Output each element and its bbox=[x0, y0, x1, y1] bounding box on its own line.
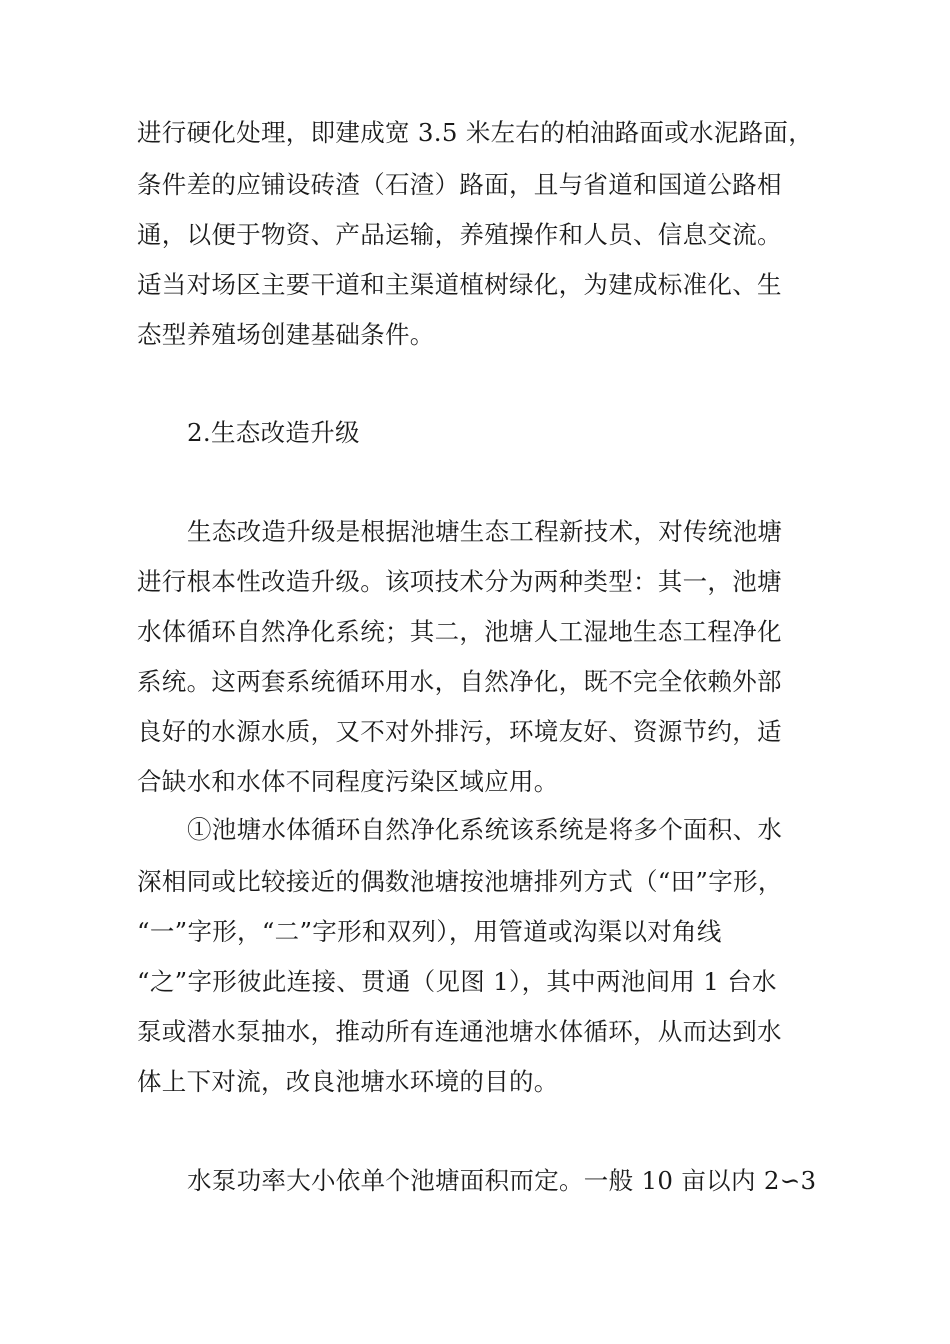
paragraph-line: 水泵功率大小依单个池塘面积而定。一般 10 亩以内 2∽3 bbox=[187, 1166, 817, 1195]
paragraph-line: 良好的水源水质，又不对外排污，环境友好、资源节约，适 bbox=[137, 717, 782, 746]
paragraph-line: 体上下对流，改良池塘水环境的目的。 bbox=[137, 1067, 559, 1096]
paragraph-line: 水体循环自然净化系统；其二，池塘人工湿地生态工程净化 bbox=[137, 617, 782, 646]
section-heading: 2.生态改造升级 bbox=[187, 418, 360, 447]
paragraph-line: 系统。这两套系统循环用水，自然净化，既不完全依赖外部 bbox=[137, 667, 782, 696]
paragraph-line: 进行根本性改造升级。该项技术分为两种类型：其一，池塘 bbox=[137, 567, 782, 596]
paragraph-line: 进行硬化处理，即建成宽 3.5 米左右的柏油路面或水泥路面， bbox=[137, 118, 814, 147]
paragraph-line: 态型养殖场创建基础条件。 bbox=[137, 320, 435, 349]
paragraph-line: “一”字形，“二”字形和双列），用管道或沟渠以对角线 bbox=[137, 917, 722, 946]
paragraph-line: 泵或潜水泵抽水，推动所有连通池塘水体循环，从而达到水 bbox=[137, 1017, 782, 1046]
paragraph-line: 条件差的应铺设砖渣（石渣）路面，且与省道和国道公路相 bbox=[137, 170, 782, 199]
paragraph-line: ①池塘水体循环自然净化系统该系统是将多个面积、水 bbox=[187, 815, 783, 844]
paragraph-line: 合缺水和水体不同程度污染区域应用。 bbox=[137, 767, 559, 796]
paragraph-line: 生态改造升级是根据池塘生态工程新技术，对传统池塘 bbox=[187, 517, 783, 546]
paragraph-line: “之”字形彼此连接、贯通（见图 1），其中两池间用 1 台水 bbox=[137, 967, 777, 996]
paragraph-line: 适当对场区主要干道和主渠道植树绿化，为建成标准化、生 bbox=[137, 270, 782, 299]
paragraph-line: 通，以便于物资、产品运输，养殖操作和人员、信息交流。 bbox=[137, 220, 782, 249]
paragraph-line: 深相同或比较接近的偶数池塘按池塘排列方式（“田”字形， bbox=[137, 867, 783, 896]
